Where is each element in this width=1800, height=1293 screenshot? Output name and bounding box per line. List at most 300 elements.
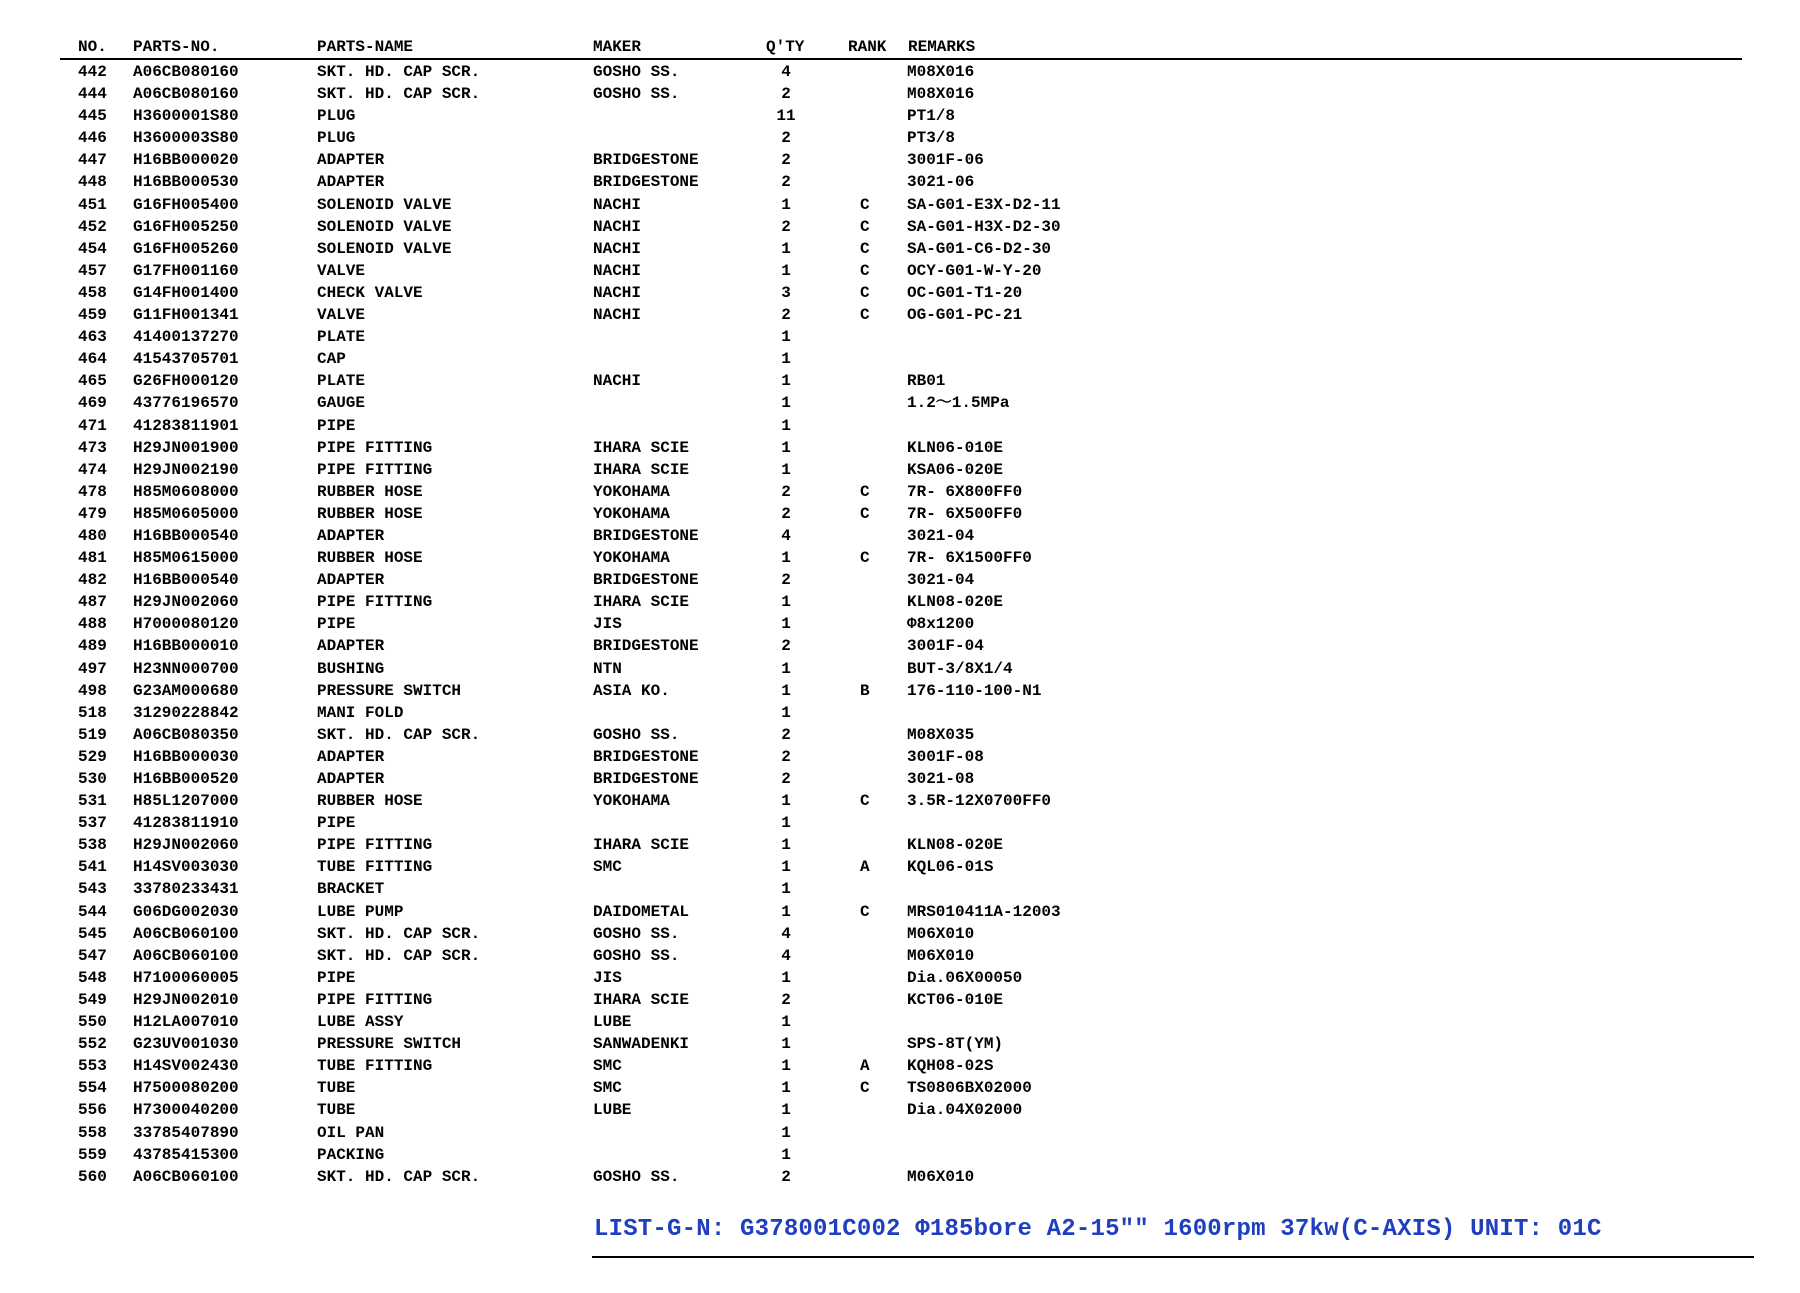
row-maker: YOKOHAMA: [593, 504, 670, 523]
row-parts-no: H7500080200: [133, 1079, 239, 1098]
table-row: [0, 901, 1800, 923]
row-parts-no: H29JN002010: [133, 990, 239, 1009]
row-remarks: TS0806BX02000: [907, 1079, 1032, 1098]
table-row: [0, 1011, 1800, 1033]
row-no: 497: [78, 659, 107, 678]
table-row: [0, 658, 1800, 680]
row-no: 445: [78, 107, 107, 126]
row-maker: NACHI: [593, 217, 642, 236]
row-parts-name: PLATE: [317, 328, 366, 347]
row-qty: 2: [781, 85, 791, 104]
row-parts-name: PLUG: [317, 129, 356, 148]
row-parts-no: 41543705701: [133, 350, 239, 369]
row-rank: B: [860, 681, 870, 700]
row-parts-no: H16BB000530: [133, 173, 239, 192]
row-parts-no: G23AM000680: [133, 681, 239, 700]
table-row: [0, 459, 1800, 481]
row-maker: BRIDGESTONE: [593, 571, 699, 590]
row-parts-name: ADAPTER: [317, 173, 385, 192]
row-remarks: SA-G01-E3X-D2-11: [907, 195, 1061, 214]
row-maker: GOSHO SS.: [593, 63, 680, 81]
row-parts-name: PRESSURE SWITCH: [317, 681, 462, 700]
row-no: 459: [78, 306, 107, 325]
row-remarks: 3001F-06: [907, 151, 984, 170]
table-row: [0, 989, 1800, 1011]
row-qty: 1: [781, 615, 791, 634]
row-parts-no: H16BB000030: [133, 747, 239, 766]
row-qty: 2: [781, 151, 791, 170]
row-no: 469: [78, 394, 107, 413]
row-no: 560: [78, 1167, 107, 1186]
row-parts-name: SOLENOID VALVE: [317, 217, 452, 236]
table-row: [0, 945, 1800, 967]
row-remarks: 176-110-100-N1: [907, 681, 1042, 700]
row-parts-no: A06CB060100: [133, 1167, 239, 1186]
row-parts-no: 43776196570: [133, 394, 239, 413]
row-parts-name: PIPE FITTING: [317, 836, 433, 855]
row-remarks: OCY-G01-W-Y-20: [907, 261, 1042, 280]
row-qty: 2: [781, 173, 791, 192]
row-qty: 4: [781, 63, 791, 81]
row-no: 473: [78, 438, 107, 457]
row-parts-name: PLATE: [317, 372, 366, 391]
row-no: 478: [78, 482, 107, 501]
row-parts-no: 33785407890: [133, 1123, 239, 1142]
row-parts-name: RUBBER HOSE: [317, 792, 423, 811]
row-remarks: PT3/8: [907, 129, 956, 148]
row-parts-no: A06CB080160: [133, 85, 239, 104]
row-parts-name: OIL PAN: [317, 1123, 385, 1142]
table-row: [0, 923, 1800, 945]
row-remarks: OC-G01-T1-20: [907, 283, 1023, 302]
row-parts-no: H29JN002060: [133, 593, 239, 612]
header-parts-name: PARTS-NAME: [317, 38, 414, 56]
row-qty: 1: [781, 1035, 791, 1054]
row-no: 544: [78, 902, 107, 921]
row-maker: ASIA KO.: [593, 681, 670, 700]
row-parts-no: G06DG002030: [133, 902, 239, 921]
row-maker: YOKOHAMA: [593, 549, 670, 568]
row-remarks: KQH08-02S: [907, 1057, 994, 1076]
row-parts-no: 41283811901: [133, 416, 239, 435]
row-no: 464: [78, 350, 107, 369]
row-parts-name: ADAPTER: [317, 571, 385, 590]
table-row: [0, 481, 1800, 503]
header-rank: RANK: [848, 38, 887, 56]
row-maker: IHARA SCIE: [593, 990, 690, 1009]
row-qty: 1: [781, 836, 791, 855]
row-maker: JIS: [593, 615, 622, 634]
row-maker: BRIDGESTONE: [593, 526, 699, 545]
row-parts-no: G16FH005250: [133, 217, 239, 236]
row-parts-name: ADAPTER: [317, 637, 385, 656]
row-qty: 1: [781, 372, 791, 391]
row-parts-no: H12LA007010: [133, 1013, 239, 1032]
row-parts-no: 41283811910: [133, 814, 239, 833]
row-parts-name: PIPE: [317, 615, 356, 634]
row-no: 471: [78, 416, 107, 435]
row-qty: 1: [781, 968, 791, 987]
row-no: 487: [78, 593, 107, 612]
row-parts-no: H23NN000700: [133, 659, 239, 678]
header-qty: Q'TY: [766, 38, 805, 56]
row-remarks: BUT-3/8X1/4: [907, 659, 1013, 678]
row-parts-name: BUSHING: [317, 659, 385, 678]
row-qty: 1: [781, 438, 791, 457]
row-qty: 1: [781, 460, 791, 479]
row-no: 543: [78, 880, 107, 899]
row-parts-name: TUBE FITTING: [317, 1057, 433, 1076]
row-no: 448: [78, 173, 107, 192]
row-parts-name: PACKING: [317, 1145, 385, 1164]
row-remarks: KQL06-01S: [907, 858, 994, 877]
row-remarks: KLN08-020E: [907, 836, 1004, 855]
row-parts-no: H16BB000520: [133, 770, 239, 788]
table-row: [0, 1166, 1800, 1188]
table-row: [0, 238, 1800, 260]
row-parts-no: G14FH001400: [133, 283, 239, 302]
table-row: [0, 304, 1800, 326]
table-row: [0, 680, 1800, 702]
row-qty: 4: [781, 924, 791, 943]
row-remarks: SPS-8T(YM): [907, 1035, 1004, 1054]
row-remarks: 3001F-08: [907, 747, 984, 766]
row-remarks: KCT06-010E: [907, 990, 1004, 1009]
table-row: [0, 83, 1800, 105]
row-qty: 1: [781, 703, 791, 722]
row-parts-no: H14SV003030: [133, 858, 239, 877]
row-qty: 4: [781, 526, 791, 545]
row-qty: 1: [781, 1101, 791, 1120]
table-row: [0, 127, 1800, 149]
row-no: 452: [78, 217, 107, 236]
list-footer-title: LIST-G-N: G378001C002 Φ185bore A2-15"" 1600rpm 37kw(C-AXIS) UNIT: 01C: [594, 1216, 1602, 1243]
row-rank: C: [860, 1079, 870, 1098]
row-remarks: 7R- 6X800FF0: [907, 482, 1023, 501]
table-row: [0, 61, 1800, 83]
row-parts-name: SKT. HD. CAP SCR.: [317, 924, 481, 943]
row-parts-no: H7100060005: [133, 968, 239, 987]
row-parts-name: ADAPTER: [317, 526, 385, 545]
table-row: [0, 1122, 1800, 1144]
row-remarks: SA-G01-C6-D2-30: [907, 239, 1052, 258]
table-row: [0, 591, 1800, 613]
table-row: [0, 1144, 1800, 1166]
row-parts-no: A06CB080350: [133, 725, 239, 744]
row-qty: 1: [781, 195, 791, 214]
header-remarks: REMARKS: [908, 38, 976, 56]
row-rank: C: [860, 195, 870, 214]
row-qty: 1: [781, 416, 791, 435]
row-maker: NACHI: [593, 283, 642, 302]
header-maker: MAKER: [593, 38, 642, 56]
row-remarks: 3.5R-12X0700FF0: [907, 792, 1052, 811]
row-no: 447: [78, 151, 107, 170]
table-row: [0, 105, 1800, 127]
row-no: 549: [78, 990, 107, 1009]
row-parts-name: ADAPTER: [317, 747, 385, 766]
row-qty: 2: [781, 770, 791, 788]
row-remarks: 7R- 6X1500FF0: [907, 549, 1032, 568]
table-row: [0, 967, 1800, 989]
row-no: 454: [78, 239, 107, 258]
row-parts-no: A06CB060100: [133, 924, 239, 943]
table-row: [0, 282, 1800, 304]
row-qty: 2: [781, 306, 791, 325]
table-row: [0, 326, 1800, 348]
table-row: [0, 525, 1800, 547]
row-parts-no: 31290228842: [133, 703, 239, 722]
row-parts-no: H29JN002190: [133, 460, 239, 479]
row-parts-name: PIPE: [317, 416, 356, 435]
row-maker: GOSHO SS.: [593, 1167, 680, 1186]
row-parts-no: G16FH005260: [133, 239, 239, 258]
row-maker: NACHI: [593, 372, 642, 391]
row-no: 457: [78, 261, 107, 280]
row-qty: 3: [781, 283, 791, 302]
row-qty: 2: [781, 747, 791, 766]
row-remarks: 3001F-04: [907, 637, 984, 656]
row-remarks: 3021-06: [907, 173, 975, 192]
row-parts-name: PLUG: [317, 107, 356, 126]
row-maker: IHARA SCIE: [593, 593, 690, 612]
table-row: [0, 569, 1800, 591]
row-maker: LUBE: [593, 1101, 632, 1120]
row-qty: 1: [781, 394, 791, 413]
row-no: 480: [78, 526, 107, 545]
row-parts-name: SKT. HD. CAP SCR.: [317, 946, 481, 965]
row-parts-name: PIPE FITTING: [317, 593, 433, 612]
row-no: 531: [78, 792, 107, 811]
row-no: 446: [78, 129, 107, 148]
row-parts-no: 41400137270: [133, 328, 239, 347]
row-qty: 2: [781, 637, 791, 656]
row-qty: 1: [781, 1145, 791, 1164]
table-row: [0, 856, 1800, 878]
row-no: 552: [78, 1035, 107, 1054]
row-qty: 1: [781, 593, 791, 612]
row-remarks: Φ8x1200: [907, 615, 975, 634]
row-parts-name: SKT. HD. CAP SCR.: [317, 85, 481, 104]
row-qty: 1: [781, 858, 791, 877]
row-maker: IHARA SCIE: [593, 438, 690, 457]
row-parts-no: H16BB000540: [133, 571, 239, 590]
row-parts-no: H85L1207000: [133, 792, 239, 811]
row-remarks: KLN06-010E: [907, 438, 1004, 457]
row-parts-no: H3600003S80: [133, 129, 239, 148]
row-parts-no: G11FH001341: [133, 306, 239, 325]
row-maker: SMC: [593, 1057, 622, 1076]
row-parts-name: ADAPTER: [317, 770, 385, 788]
row-no: 481: [78, 549, 107, 568]
row-maker: NACHI: [593, 306, 642, 325]
row-qty: 11: [776, 107, 796, 126]
row-qty: 1: [781, 328, 791, 347]
row-remarks: M06X010: [907, 924, 975, 943]
row-qty: 1: [781, 1013, 791, 1032]
row-no: 548: [78, 968, 107, 987]
row-maker: IHARA SCIE: [593, 836, 690, 855]
table-header: [0, 38, 1800, 58]
row-no: 518: [78, 703, 107, 722]
row-parts-name: TUBE: [317, 1079, 356, 1098]
row-maker: SMC: [593, 1079, 622, 1098]
row-maker: NACHI: [593, 195, 642, 214]
row-parts-name: VALVE: [317, 306, 366, 325]
row-parts-name: SKT. HD. CAP SCR.: [317, 725, 481, 744]
table-row: [0, 635, 1800, 657]
table-row: [0, 1033, 1800, 1055]
row-qty: 1: [781, 880, 791, 899]
row-qty: 1: [781, 239, 791, 258]
row-parts-name: PIPE: [317, 814, 356, 833]
row-no: 553: [78, 1057, 107, 1076]
row-maker: DAIDOMETAL: [593, 902, 690, 921]
row-parts-name: ADAPTER: [317, 151, 385, 170]
table-row: [0, 392, 1800, 414]
row-no: 559: [78, 1145, 107, 1164]
table-row: [0, 194, 1800, 216]
row-parts-no: H16BB000010: [133, 637, 239, 656]
row-parts-no: G23UV001030: [133, 1035, 239, 1054]
row-qty: 1: [781, 261, 791, 280]
row-parts-no: H85M0615000: [133, 549, 239, 568]
row-qty: 2: [781, 990, 791, 1009]
row-qty: 1: [781, 659, 791, 678]
row-parts-no: 33780233431: [133, 880, 239, 899]
row-parts-no: H16BB000020: [133, 151, 239, 170]
row-qty: 1: [781, 902, 791, 921]
row-maker: GOSHO SS.: [593, 85, 680, 104]
row-rank: C: [860, 504, 870, 523]
row-no: 482: [78, 571, 107, 590]
row-remarks: PT1/8: [907, 107, 956, 126]
row-remarks: RB01: [907, 372, 946, 391]
row-parts-no: H7300040200: [133, 1101, 239, 1120]
row-rank: C: [860, 902, 870, 921]
row-qty: 1: [781, 350, 791, 369]
row-no: 547: [78, 946, 107, 965]
row-remarks: SA-G01-H3X-D2-30: [907, 217, 1061, 236]
row-no: 474: [78, 460, 107, 479]
row-maker: BRIDGESTONE: [593, 151, 699, 170]
row-parts-name: LUBE ASSY: [317, 1013, 404, 1032]
row-parts-name: PIPE FITTING: [317, 438, 433, 457]
row-no: 488: [78, 615, 107, 634]
row-maker: GOSHO SS.: [593, 924, 680, 943]
row-rank: C: [860, 792, 870, 811]
row-no: 442: [78, 63, 107, 81]
row-parts-name: SKT. HD. CAP SCR.: [317, 1167, 481, 1186]
row-rank: C: [860, 549, 870, 568]
row-no: 529: [78, 747, 107, 766]
row-parts-no: A06CB080160: [133, 63, 239, 81]
table-row: [0, 437, 1800, 459]
row-remarks: OG-G01-PC-21: [907, 306, 1023, 325]
row-parts-name: CHECK VALVE: [317, 283, 423, 302]
header-no: NO.: [78, 38, 107, 56]
row-qty: 1: [781, 1123, 791, 1142]
row-qty: 2: [781, 129, 791, 148]
row-no: 550: [78, 1013, 107, 1032]
row-no: 519: [78, 725, 107, 744]
table-row: [0, 370, 1800, 392]
table-row: [0, 746, 1800, 768]
table-row: [0, 702, 1800, 724]
row-parts-name: RUBBER HOSE: [317, 504, 423, 523]
row-parts-no: G16FH005400: [133, 195, 239, 214]
row-maker: JIS: [593, 968, 622, 987]
row-parts-name: GAUGE: [317, 394, 366, 413]
row-no: 479: [78, 504, 107, 523]
row-remarks: KSA06-020E: [907, 460, 1004, 479]
table-row: [0, 216, 1800, 238]
row-parts-no: H29JN001900: [133, 438, 239, 457]
row-parts-name: TUBE: [317, 1101, 356, 1120]
row-parts-no: H3600001S80: [133, 107, 239, 126]
row-parts-name: TUBE FITTING: [317, 858, 433, 877]
table-row: [0, 260, 1800, 282]
header-parts-no: PARTS-NO.: [133, 38, 220, 56]
row-remarks: MRS010411A-12003: [907, 902, 1061, 921]
row-no: 538: [78, 836, 107, 855]
row-parts-name: MANI FOLD: [317, 703, 404, 722]
footer-divider: [592, 1256, 1754, 1258]
row-parts-no: G17FH001160: [133, 261, 239, 280]
row-parts-no: H85M0605000: [133, 504, 239, 523]
row-remarks: 7R- 6X500FF0: [907, 504, 1023, 523]
row-remarks: Dia.04X02000: [907, 1101, 1023, 1120]
row-maker: IHARA SCIE: [593, 460, 690, 479]
row-no: 558: [78, 1123, 107, 1142]
header-divider: [60, 58, 1742, 60]
parts-table-body: [0, 61, 1800, 1188]
row-no: 545: [78, 924, 107, 943]
row-maker: NACHI: [593, 239, 642, 258]
row-remarks: M06X010: [907, 1167, 975, 1186]
row-rank: C: [860, 283, 870, 302]
row-maker: SANWADENKI: [593, 1035, 690, 1054]
row-parts-name: PIPE: [317, 968, 356, 987]
row-qty: 1: [781, 681, 791, 700]
row-parts-no: H85M0608000: [133, 482, 239, 501]
row-maker: SMC: [593, 858, 622, 877]
row-rank: C: [860, 482, 870, 501]
row-remarks: 3021-04: [907, 526, 975, 545]
row-rank: C: [860, 261, 870, 280]
row-parts-name: RUBBER HOSE: [317, 482, 423, 501]
row-qty: 1: [781, 792, 791, 811]
row-parts-no: H16BB000540: [133, 526, 239, 545]
row-no: 554: [78, 1079, 107, 1098]
row-qty: 2: [781, 217, 791, 236]
row-remarks: 3021-08: [907, 770, 975, 788]
table-row: [0, 834, 1800, 856]
row-maker: YOKOHAMA: [593, 482, 670, 501]
row-rank: A: [860, 858, 870, 877]
table-row: [0, 149, 1800, 171]
row-parts-name: SOLENOID VALVE: [317, 239, 452, 258]
row-no: 458: [78, 283, 107, 302]
row-parts-no: H14SV002430: [133, 1057, 239, 1076]
row-no: 530: [78, 770, 107, 788]
row-qty: 2: [781, 1167, 791, 1186]
row-parts-name: VALVE: [317, 261, 366, 280]
row-maker: LUBE: [593, 1013, 632, 1032]
row-maker: NTN: [593, 659, 622, 678]
row-no: 463: [78, 328, 107, 347]
table-row: [0, 724, 1800, 746]
